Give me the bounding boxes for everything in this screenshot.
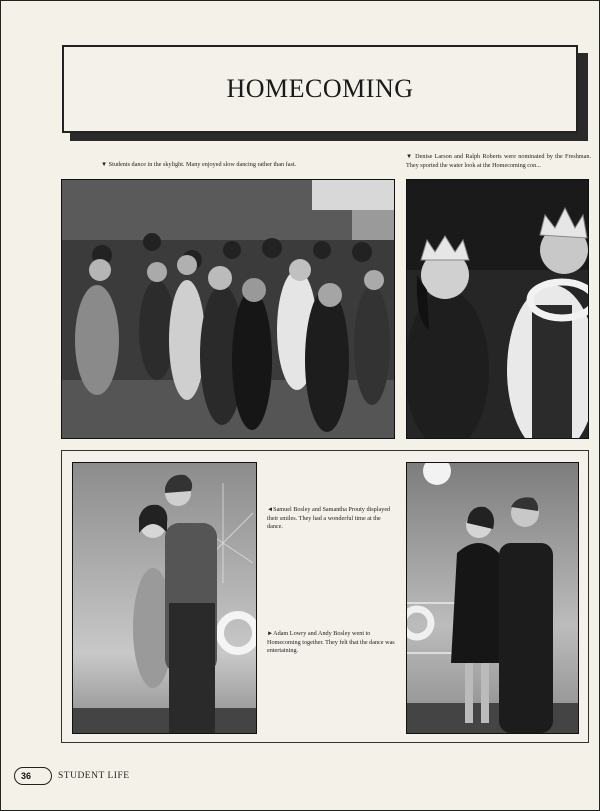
photo-students-dancing xyxy=(61,179,395,439)
page-number: 36 xyxy=(14,767,52,785)
caption-royalty: ▼ Denise Larson and Ralph Roberts were nominated by the Freshman. They sported the water look at the Homecoming con... xyxy=(406,153,591,169)
title-box xyxy=(62,45,578,133)
caption-bosley: ◄Samuel Bosley and Samantha Prouty displayed their smiles. They had a wonderful time at the dance. xyxy=(267,506,391,530)
page-title: HOMECOMING xyxy=(226,74,414,103)
photo-bosley-prouty xyxy=(72,462,257,734)
section-label: STUDENT LIFE xyxy=(58,771,130,781)
caption-dance: ▼ Students dance in the skylight. Many enjoyed slow dancing rather than fast. xyxy=(101,161,297,168)
photo-lowry-bosley xyxy=(406,462,579,734)
photo-royalty-couple xyxy=(406,179,589,439)
page-footer xyxy=(14,766,130,786)
caption-lowry: ►Adam Lowry and Andy Bosley went to Homecoming together. They felt that the dance was entertaining. xyxy=(267,630,395,654)
